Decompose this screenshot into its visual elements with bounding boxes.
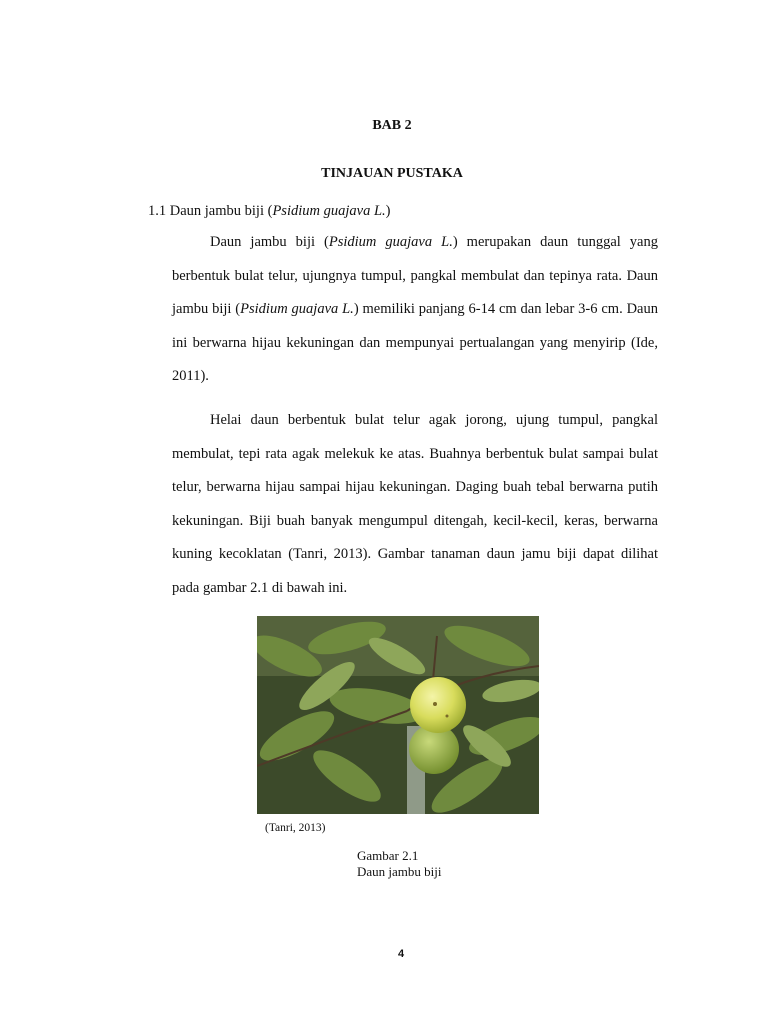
p1-part-a: Daun jambu biji ( <box>210 234 329 250</box>
paragraph-2: Helai daun berbentuk bulat telur agak jorong, ujung tumpul, pangkal membulat, tepi rata agak melekuk ke atas. Buahnya berbentuk bulat sampai bulat telur, berwarna hijau sampai hijau kekuningan. Daging buah tebal berwarna putih kekuningan. Biji buah banyak mengumpul ditengah, kecil-kecil, keras, berwarna kuning kecoklatan (Tanri, 2013). Gambar tanaman daun jamu biji dapat dilihat pada gambar 2.1 di bawah ini. <box>172 412 658 596</box>
p1-part-c: ) merupakan daun tunggal yang berbentuk bulat telur, ujungnya tumpul, pangkal membulat dan tepinya rata. Daun jambu biji ( <box>172 234 658 317</box>
p1-italic-1: Psidium guajava L. <box>328 234 453 250</box>
section-italic: Psidium guajava L. <box>272 203 386 219</box>
chapter-heading: BAB 2 <box>372 118 412 133</box>
paragraph-1 <box>172 226 658 394</box>
section-number: 1.1 <box>148 203 167 219</box>
figure-source: (Tanri, 2013) <box>265 822 326 834</box>
chapter-title: TINJAUAN PUSTAKA <box>321 166 463 181</box>
p1-part-e: ) memiliki panjang 6-14 cm dan lebar 3-6 cm. Daun ini berwarna hijau kekuningan dan mempunyai pertualangan yang menyirip (Ide, 2011). <box>172 301 658 384</box>
page-number: 4 <box>397 948 405 960</box>
guava-photo <box>257 616 539 814</box>
section-text: Daun jambu biji ( <box>169 203 273 219</box>
section-tail: ) <box>385 203 391 219</box>
p1-italic-2: Psidium guajava L. <box>240 301 354 317</box>
figure-caption-number: Gambar 2.1 <box>357 848 419 863</box>
figure-caption-text: Daun jambu biji <box>357 864 442 879</box>
section-heading <box>148 203 390 220</box>
